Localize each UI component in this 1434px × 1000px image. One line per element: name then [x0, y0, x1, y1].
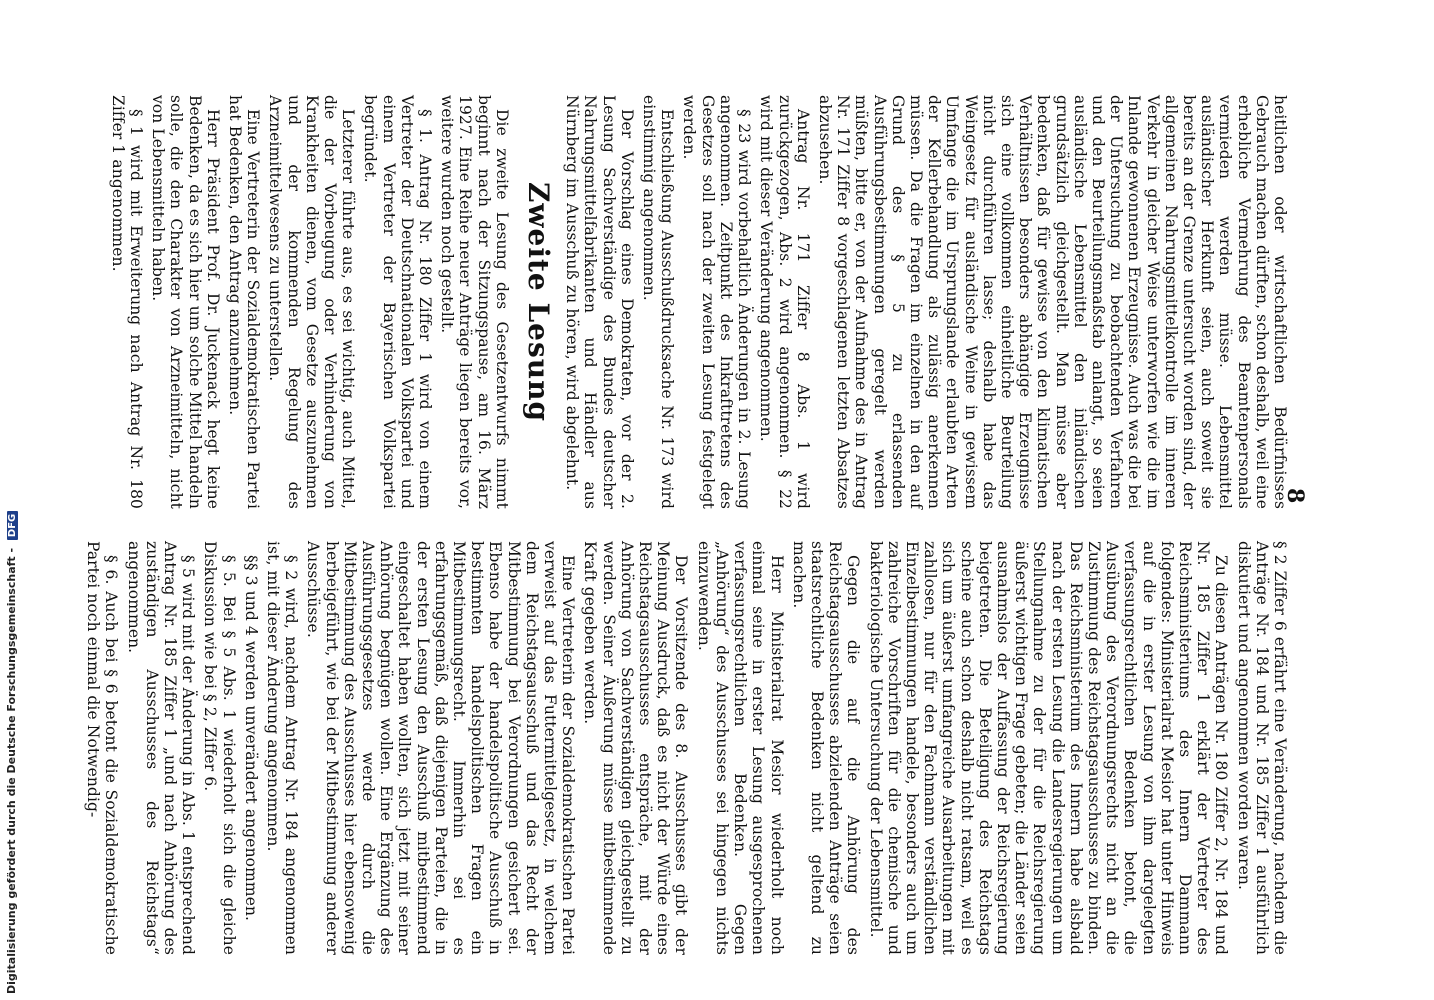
paragraph: §§ 3 und 4 werden unverändert angenommen. — [241, 555, 260, 922]
section-heading: Zweite Lesung — [522, 181, 556, 423]
column-left — [89, 95, 1289, 509]
paragraph: § 5 wird mit der Änderung in Abs. 1 entsprechend Antrag Nr. 185 Ziffer 1 „und nach Anhörung des zuständigen Ausschusses des Reichstags“ angenommen. — [124, 541, 198, 955]
paragraph: Herr Präsident Prof. Dr. Juckenack hegt keine Bedenken, da es sich hier um solche Mittel handeln solle, die den Charakter von Arzneimitteln, nicht von Lebensmitteln haben. — [149, 95, 222, 509]
digitization-note-text — [5, 511, 18, 994]
paragraph: § 2 Ziffer 6 erfährt eine Veränderung, nachdem die Anträge Nr. 184 und Nr. 185 Ziffer 1 ausführlich diskutiert und angenommen worden waren. — [1234, 541, 1289, 955]
column-right — [84, 541, 1289, 955]
paragraph: § 1 wird mit Erweiterung nach Antrag Nr. 180 Ziffer 1 angenommen. — [108, 95, 146, 509]
paragraph: Der Vorschlag eines Demokraten, vor der 2. Lesung Sachverständige des Bundes deutscher Nahrungsmittelfabrikanten und Händler aus Nürnberg im Ausschuß zu hören, wird abgelehnt. — [563, 95, 636, 509]
paragraph: Eine Vertreterin der Sozialdemokratischen Partei hat Bedenken, den Antrag anzunehmen. — [226, 95, 263, 509]
digitization-note — [4, 0, 18, 994]
paragraph: Letzterer führte aus, es sei wichtig, auch Mittel, die der Vorbeugung oder Verhinderung von Krankheiten dienen, vom Gesetze auszunehmen und der kommenden Regelung des Arzneimittelwesens zu unterstellen. — [266, 95, 358, 509]
funding-text: Digitalisierung gefördert durch die Deutsche Forschungsgemeinschaft - — [5, 547, 18, 994]
dfg-logo: DFG — [7, 511, 18, 540]
paragraph: heitlichen oder wirtschaftlichen Bedürfnisses Gebrauch machen dürften, schon deshalb, weil eine erhebliche Vermehrung des Beamtenpersonals vermieden werden müsse. Lebensmittel ausländischer Herkunft seien, auch soweit sie bereits an der Grenze untersucht worden sind, der allgemeinen Nahrungsmittelkontrolle im inneren Verkehr in gleicher Weise unterworfen wie die im Inlande gewonnenen Erzeugnisse. Auch was die bei der Untersuchung zu beobachtenden Verfahren und den Beurteilungsmaßstab anlangt, so seien ausländische Lebensmittel den inländischen grundsätzlich gleichgestellt. Man müsse aber bedenken, daß für gewisse von den klimatischen Verhältnissen besonders abhängige Erzeugnisse sich eine vollkommen einheitliche Beurteilung nicht durchführen lasse; deshalb habe das Weingesetz für ausländische Weine in gewissem Umfange die im Ursprungslande erlaubten Arten der Kellerbehandlung als zulässig anerkennen müssen. Da die Fragen im einzelnen in den auf Grund des § 5 zu erlassenden Ausführungsbestimmungen geregelt werden müßten, bitte er, von der Aufnahme des in Antrag Nr. 171 Ziffer 8 vorgeschlagenen letzten Absatzes abzusehen. — [815, 95, 1289, 510]
paragraph: Entschließung Ausschußdrucksache Nr. 173 wird einstimmig angenommen. — [640, 95, 677, 509]
paragraph: § 5. Bei § 5 Abs. 1 wiederholt sich die gleiche Diskussion wie bei § 2, Ziffer 6. — [201, 541, 238, 955]
paragraph: Herr Ministerialrat Mesior wiederholt noch einmal seine in erster Lesung ausgesprochenen verfassungsrechtlichen Bedenken. Gegen „Anhörung“ des Ausschusses sei hingegen nichts einzuwenden. — [694, 541, 786, 955]
paragraph: § 6. Auch bei § 6 betont die Sozialdemokratische Partei noch einmal die Notwendig- — [84, 541, 121, 955]
paragraph: Zu diesen Anträgen Nr. 180 Ziffer 2, Nr. 184 und Nr. 185 Ziffer 1 erklärt der Vertreter des Reichsministeriums des Innern Dammann folgendes: Ministerialrat Mesior hat unter Hinweis auf die in erster Lesung von ihm dargelegten verfassungsrechtlichen Bedenken betont, die Ausübung des Verordnungsrechts nicht an die Zustimmung des Reichstagsausschusses zu binden. Das Reichsministerium des Innern habe alsbald nach der ersten Lesung die Landesregierungen um Stellungnahme zu der für die Reichsregierung äußerst wichtigen Frage gebeten; die Länder seien ausnahmslos der Auffassung der Reichsregierung beigetreten. Die Beteiligung des Reichstags scheine auch schon deshalb nicht ratsam, weil es sich um äußerst umfangreiche Ausarbeitungen mit zahllosen, nur für den Fachmann verständlichen Einzelbestimmungen handele, besonders auch um zahlreiche Vorschriften für die chemische und bakteriologische Untersuchung der Lebensmittel. — [866, 541, 1231, 955]
text-columns — [84, 95, 1289, 955]
page-number: 8 — [1282, 488, 1308, 504]
paragraph: Gegen die auf die Anhörung des Reichstagsausschusses abzielenden Anträge seien staatsrechtliche Bedenken nicht geltend zu machen. — [789, 541, 863, 955]
paragraph: Die zweite Lesung des Gesetzentwurfs nimmt beginnt nach der Sitzungspause, am 16. März 1927. Eine Reihe neuer Anträge liegen bereits vor, weitere wurden noch gestellt. — [438, 95, 511, 509]
paragraph: Eine Vertreterin der Sozialdemokratischen Partei verweist auf das Futtermittelgesetz, in welchem dem Reichstagsausschuß und das Recht der Mitbestimmung bei Verordnungen gesichert sei. Ebenso habe der handelspolitische Ausschuß in bestimmten handelspolitischen Fragen ein Mitbestimmungsrecht. Immerhin sei es erfahrungsgemäß, daß diejenigen Parteien, die in der ersten Lesung den Ausschuß mitbestimmend eingeschaltet haben wollten, sich jetzt mit seiner Anhörung begnügen wollen. Eine Ergänzung des Ausführungsgesetzes werde durch die Mitbestimmung des Ausschusses hier ebensowenig herbeigeführt, wie bei der Mitbestimmung anderer Ausschüsse. — [304, 541, 578, 955]
paragraph: Antrag Nr. 171 Ziffer 8 Abs. 1 wird zurückgezogen, Abs. 2 wird angenommen. § 22 wird mit dieser Veränderung angenommen. — [757, 95, 812, 509]
paragraph: § 1. Antrag Nr. 180 Ziffer 1 wird von einem Vertreter der Deutschnationalen Volkspartei und einem Vertreter der Bayerischen Volkspartei begründet. — [361, 95, 435, 509]
paragraph: § 23 wird vorbehaltlich Änderungen in 2. Lesung angenommen. Zeitpunkt des Inkrafttretens des Gesetzes soll nach der zweiten Lesung festgelegt werden. — [680, 95, 754, 509]
paragraph: Der Vorsitzende des 8. Ausschusses gibt der Meinung Ausdruck, daß es nicht der Würde eines Reichstagsausschusses entspräche, mit der Anhörung von Sachverständigen gleichgestellt zu werden. Seiner Äußerung müsse mitbestimmende Kraft gegeben werden. — [581, 541, 691, 955]
paragraph: § 2 wird, nachdem Antrag Nr. 184 angenommen ist, mit dieser Änderung angenommen. — [264, 541, 301, 955]
